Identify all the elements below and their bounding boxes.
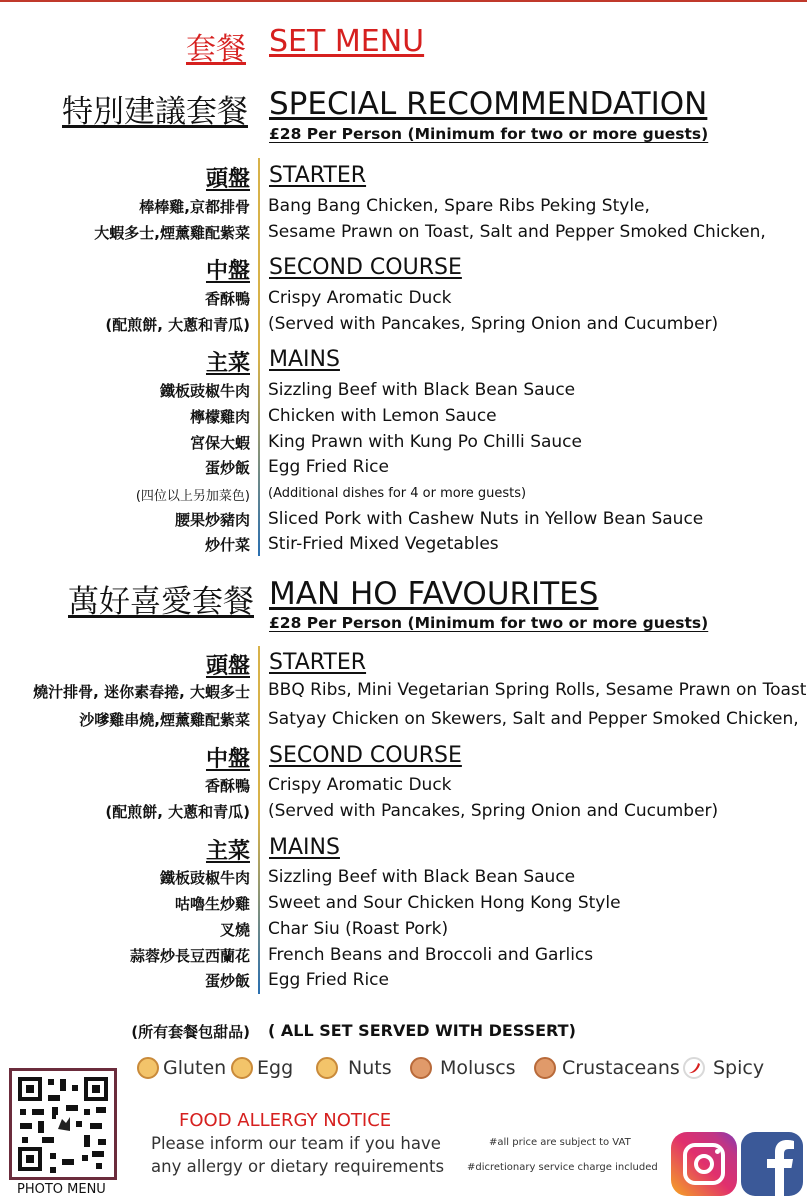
set-menu-title-cn: 套餐 [186, 32, 246, 67]
s1-mains-item1-cn: 鐵板豉椒牛肉 [159, 382, 250, 400]
allergen-nuts [316, 1057, 392, 1079]
s2-mains-item4-en: French Beans and Broccoli and Garlics [268, 945, 594, 965]
allergen-label: Gluten [163, 1057, 227, 1079]
allergen-gluten [137, 1057, 226, 1079]
s2-starter-item2-cn: 沙嗲雞串燒,煙薰雞配紫菜 [79, 711, 250, 729]
nut-icon [316, 1057, 338, 1079]
s2-mains-item2-cn: 咕嚕生炒雞 [174, 895, 250, 913]
allergen-moluscs [410, 1057, 516, 1079]
s2-mains-item3-cn: 叉燒 [219, 921, 250, 939]
s1-mains-item6-en: Sliced Pork with Cashew Nuts in Yellow Bean Sauce [268, 509, 704, 529]
allergen-label: Moluscs [440, 1057, 516, 1079]
section2-divider [258, 646, 260, 994]
allergy-notice-line1: Please inform our team if you have [151, 1134, 441, 1153]
allergen-label: Egg [257, 1057, 294, 1079]
s1-mains-item4-en: Egg Fried Rice [268, 457, 389, 477]
s2-starter-heading-en: STARTER [269, 650, 367, 675]
allergen-crustaceans [534, 1057, 680, 1079]
s1-mains-item4-cn: 蛋炒飯 [204, 459, 250, 477]
egg-icon [231, 1057, 253, 1079]
allergen-label: Nuts [348, 1057, 392, 1079]
service-charge-note: #dicretionary service charge included [467, 1162, 658, 1173]
qr-code[interactable] [9, 1068, 117, 1180]
vat-note: #all price are subject to VAT [489, 1137, 631, 1148]
s2-mains-item1-cn: 鐵板豉椒牛肉 [159, 869, 250, 887]
allergy-notice-line2: any allergy or dietary requirements [151, 1157, 445, 1176]
s1-mains-item3-cn: 宮保大蝦 [189, 434, 250, 452]
s2-starter-item2-en: Satyay Chicken on Skewers, Salt and Pepper Smoked Chicken, [268, 709, 799, 729]
s1-mains-item7-cn: 炒什菜 [204, 536, 250, 554]
s1-mains-item5-en: (Additional dishes for 4 or more guests) [268, 486, 527, 501]
s2-starter-item1-en: BBQ Ribs, Mini Vegetarian Spring Rolls, Sesame Prawn on Toast [268, 680, 807, 700]
section2-title-cn: 萬好喜愛套餐 [68, 584, 254, 620]
s1-mains-item2-en: Chicken with Lemon Sauce [268, 406, 497, 426]
wheat-icon [137, 1057, 159, 1079]
section2-title-en: MAN HO FAVOURITES [269, 576, 599, 612]
s1-starter-heading-cn: 頭盤 [205, 167, 250, 192]
s2-mains-heading-en: MAINS [269, 835, 340, 860]
s2-starter-heading-cn: 頭盤 [205, 654, 250, 679]
crab-icon [534, 1057, 556, 1079]
section2-price: £28 Per Person (Minimum for two or more guests) [269, 614, 709, 632]
section1-price: £28 Per Person (Minimum for two or more guests) [269, 125, 709, 143]
s1-second-heading-cn: 中盤 [205, 259, 250, 284]
allergen-egg [231, 1057, 293, 1079]
s1-second-item2-en: (Served with Pancakes, Spring Onion and Cucumber) [268, 314, 719, 334]
s1-mains-item7-en: Stir-Fried Mixed Vegetables [268, 534, 499, 554]
s1-mains-item2-cn: 檸檬雞肉 [189, 408, 250, 426]
set-menu-title-en: SET MENU [269, 24, 425, 59]
allergen-label: Spicy [713, 1057, 765, 1079]
s2-second-heading-cn: 中盤 [205, 747, 250, 772]
s2-mains-item2-en: Sweet and Sour Chicken Hong Kong Style [268, 893, 621, 913]
s1-starter-item2-en: Sesame Prawn on Toast, Salt and Pepper Smoked Chicken, [268, 222, 766, 242]
facebook-icon[interactable] [741, 1132, 803, 1196]
qr-pattern [12, 1071, 114, 1177]
s1-second-heading-en: SECOND COURSE [269, 255, 462, 280]
section1-divider [258, 158, 260, 556]
s1-starter-item2-cn: 大蝦多士,煙薰雞配紫菜 [94, 224, 250, 242]
section1-title-cn: 特別建議套餐 [62, 94, 248, 130]
chilli-icon [683, 1057, 705, 1079]
s2-mains-item5-en: Egg Fried Rice [268, 970, 389, 990]
section1-title-en: SPECIAL RECOMMENDATION [269, 86, 708, 122]
s2-mains-heading-cn: 主菜 [205, 839, 250, 864]
top-border [0, 0, 807, 2]
instagram-icon[interactable] [671, 1132, 737, 1196]
s2-starter-item1-cn: 燒汁排骨, 迷你素春捲, 大蝦多士 [33, 683, 250, 701]
s1-starter-item1-en: Bang Bang Chicken, Spare Ribs Peking Style, [268, 196, 650, 216]
s2-second-item1-en: Crispy Aromatic Duck [268, 775, 452, 795]
s1-starter-heading-en: STARTER [269, 163, 367, 188]
s2-mains-item4-cn: 蒜蓉炒長豆西蘭花 [129, 947, 250, 965]
allergy-notice-title: FOOD ALLERGY NOTICE [179, 1110, 392, 1131]
s1-mains-heading-cn: 主菜 [205, 351, 250, 376]
s2-second-item2-en: (Served with Pancakes, Spring Onion and Cucumber) [268, 801, 719, 821]
dessert-cn: (所有套餐包甜品) [131, 1023, 250, 1041]
s1-starter-item1-cn: 棒棒雞,京都排骨 [139, 198, 250, 216]
allergen-spicy [683, 1057, 764, 1079]
allergen-label: Crustaceans [562, 1057, 680, 1079]
dessert-en: ( ALL SET SERVED WITH DESSERT) [268, 1021, 576, 1040]
s2-second-item1-cn: 香酥鴨 [204, 777, 250, 795]
s1-second-item1-cn: 香酥鴨 [204, 290, 250, 308]
s1-mains-heading-en: MAINS [269, 347, 340, 372]
shell-icon [410, 1057, 432, 1079]
s1-second-item2-cn: (配煎餅, 大蔥和青瓜) [105, 316, 250, 334]
s1-mains-item5-cn: (四位以上另加菜色) [135, 489, 250, 504]
s2-mains-item5-cn: 蛋炒飯 [204, 972, 250, 990]
s2-mains-item3-en: Char Siu (Roast Pork) [268, 919, 449, 939]
s1-mains-item6-cn: 腰果炒豬肉 [174, 511, 250, 529]
s2-second-item2-cn: (配煎餅, 大蔥和青瓜) [105, 803, 250, 821]
s2-second-heading-en: SECOND COURSE [269, 743, 462, 768]
s2-mains-item1-en: Sizzling Beef with Black Bean Sauce [268, 867, 576, 887]
qr-label: PHOTO MENU [17, 1182, 106, 1197]
s1-mains-item3-en: King Prawn with Kung Po Chilli Sauce [268, 432, 582, 452]
s1-second-item1-en: Crispy Aromatic Duck [268, 288, 452, 308]
s1-mains-item1-en: Sizzling Beef with Black Bean Sauce [268, 380, 576, 400]
